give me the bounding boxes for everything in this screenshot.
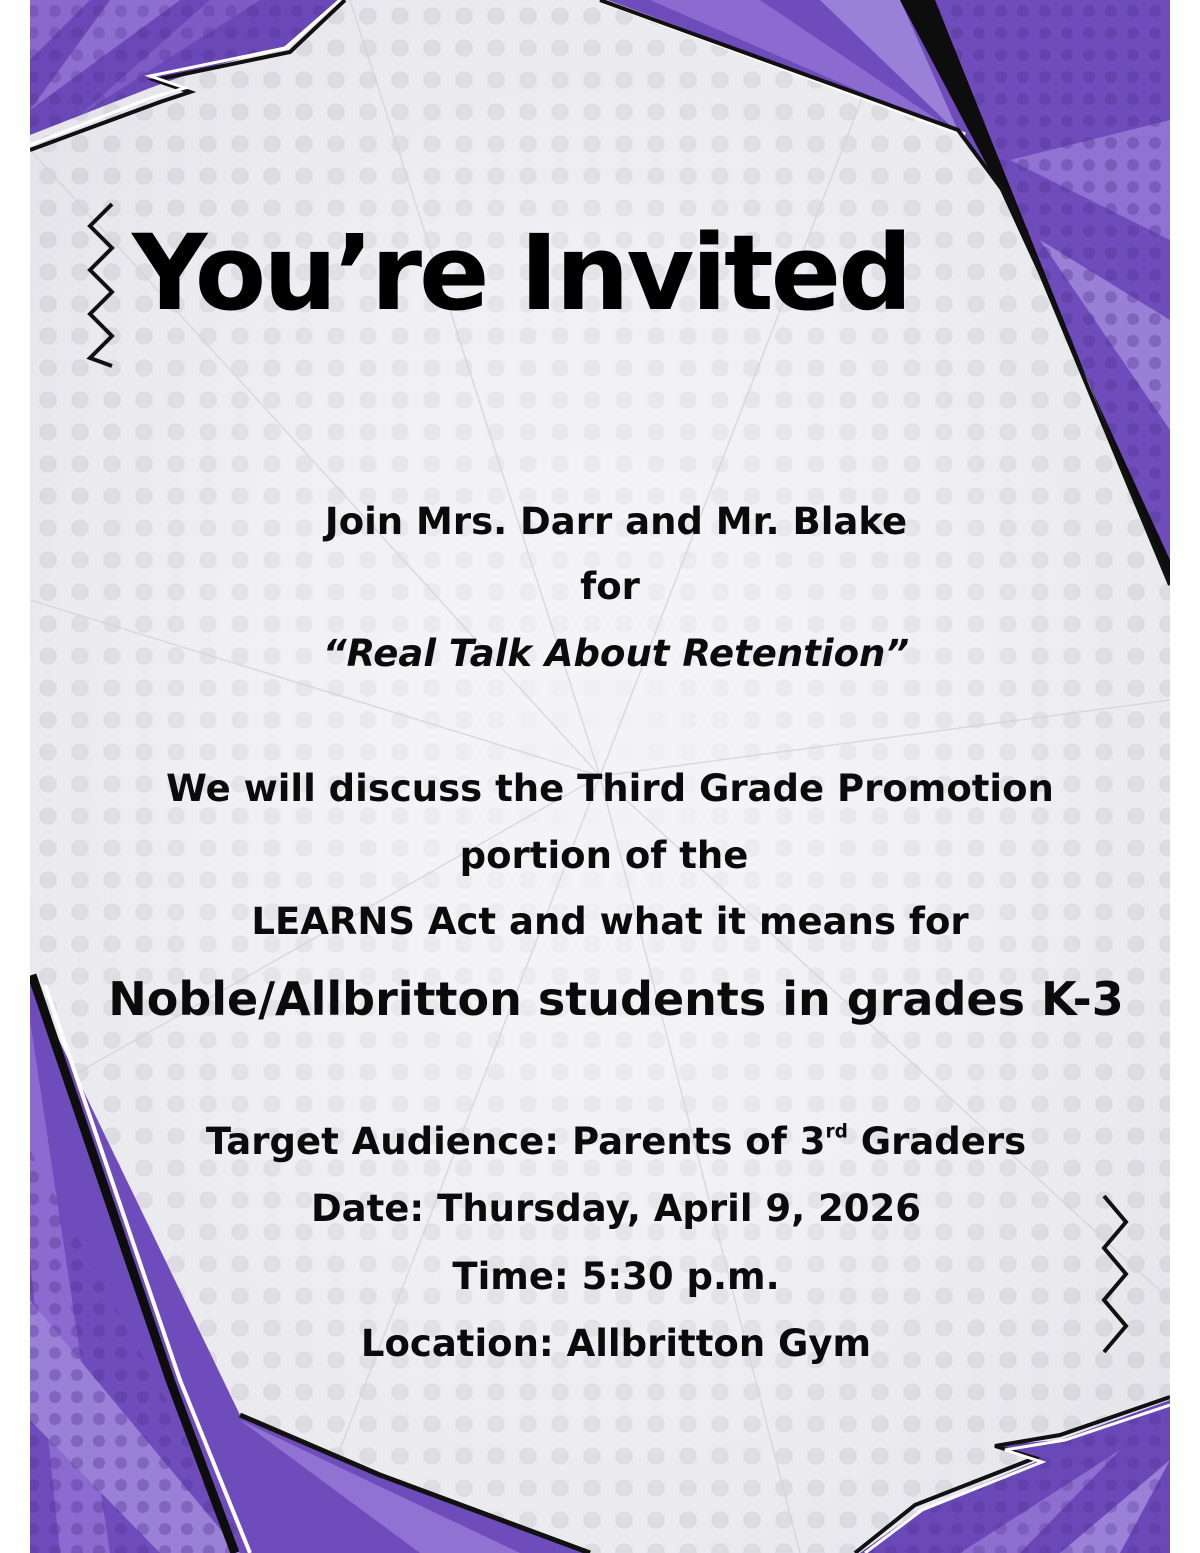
discussion-line-2: portion of the	[459, 834, 749, 877]
event-date: Date: Thursday, April 9, 2026	[310, 1187, 922, 1230]
event-location: Location: Allbritton Gym	[360, 1322, 872, 1365]
audience-prefix: Target Audience: Parents of 3	[205, 1120, 826, 1163]
discussion-line-3: LEARNS Act and what it means for	[251, 900, 969, 943]
discussion-line-1: We will discuss the Third Grade Promotion	[166, 767, 1054, 810]
page-title: You’re Invited	[132, 212, 910, 334]
event-name: “Real Talk About Retention”	[322, 632, 910, 675]
target-audience	[16, 1120, 1200, 1163]
audience-ordinal: rd	[825, 1121, 848, 1143]
audience-suffix: Graders	[847, 1120, 1027, 1163]
host-line: Join Mrs. Darr and Mr. Blake	[324, 500, 908, 543]
discussion-line-4: Noble/Allbritton students in grades K-3	[108, 972, 1124, 1026]
event-time: Time: 5:30 p.m.	[452, 1255, 780, 1298]
for-line: for	[580, 565, 640, 608]
